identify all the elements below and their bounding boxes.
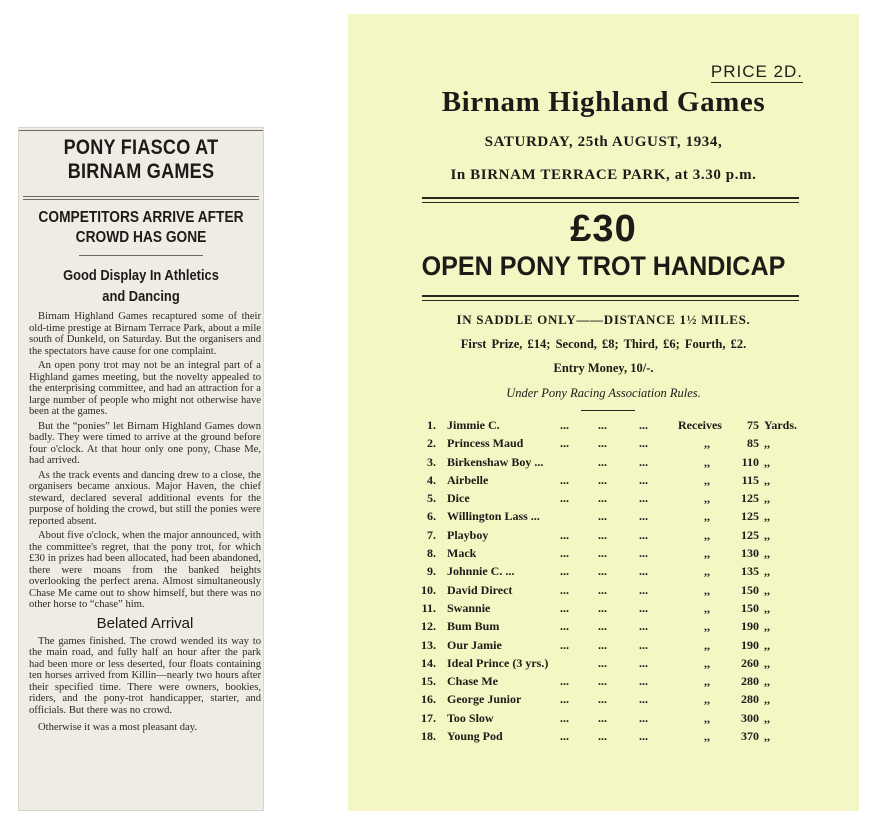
price-label: PRICE 2D. [710,62,803,81]
receives-label: ,, [704,674,710,689]
article-subheading: Belated Arrival [96,614,194,632]
entry-number: 2. [427,436,436,451]
receives-label: ,, [704,527,710,542]
clipping-divider [23,196,259,197]
entry-row [348,473,859,491]
entry-row [348,455,859,473]
yards-label: ,, [764,454,770,469]
receives-label: ,, [704,582,710,597]
yards-label: ,, [764,600,770,615]
leader-dots: ... [639,674,648,689]
receives-label: ,, [704,600,710,615]
handicap-yards: 75 [747,418,759,432]
leader-dots: ... [639,582,648,597]
yards-label: ,, [764,729,770,744]
leader-dots: ... [598,674,607,689]
receives-label: ,, [704,655,710,670]
handicap-yards: 125 [741,527,759,542]
headline-line: PONY FIASCO AT [63,136,219,159]
leader-dots: ... [598,637,607,652]
article-paragraph: The games finished. The crowd wended its way to the main road, and fully half an hour after the park had been more or less deserted, four floats containing ten horses arrived from Killin—nearly two hours after their specified time. There were owners, bookies, riders, and the pony-trot handicapper, starter, and officials. But there was no crowd. [29,635,261,716]
double-rule [422,197,799,203]
leader-dots: ... [598,454,607,469]
handicap-yards: 115 [741,472,759,487]
leader-dots: ... [598,600,607,615]
entry-row [348,546,859,564]
clipping-headline [36,136,246,184]
headline-line: BIRNAM GAMES [67,160,215,183]
leader-dots: ... [598,546,607,561]
pony-name: Willington Lass ... [447,509,540,524]
receives-label: ,, [704,564,710,579]
entry-number: 4. [427,472,436,487]
programme-title: Birnam Highland Games [441,86,766,118]
leader-dots: ... [639,729,648,744]
entry-row [348,711,859,729]
pony-name: Our Jamie [447,637,502,652]
yards-label: ,, [764,619,770,634]
handicap-yards: 280 [741,674,759,689]
receives-label: ,, [704,729,710,744]
entry-row [348,638,859,656]
pony-name: Playboy [447,527,489,542]
pony-name: George Junior [447,692,522,707]
newspaper-clipping [19,128,263,810]
article-paragraph: An open pony trot may not be an integral part of a Highland games meeting, but the novelty appealed to the enterprising committee, and had an attraction for a large number of people who might not otherwise have been at the games. [29,360,261,417]
entry-row [348,692,859,710]
handicap-yards: 190 [741,619,759,634]
leader-dots: ... [560,491,569,506]
leader-dots: ... [639,472,648,487]
entry-number: 18. [421,729,436,744]
pony-name: David Direct [447,582,513,597]
receives-label: ,, [704,637,710,652]
yards-label: ,, [764,491,770,506]
entry-row [348,418,859,436]
leader-dots: ... [639,692,648,707]
leader-dots: ... [598,509,607,524]
handicap-yards: 370 [741,729,759,744]
pony-name: Bum Bum [447,619,500,634]
entry-number: 5. [427,491,436,506]
racing-rules: Under Pony Racing Association Rules. [506,386,701,400]
leader-dots: ... [560,710,569,725]
leader-dots: ... [639,436,648,451]
leader-dots: ... [639,710,648,725]
clipping-article-body [29,311,261,737]
receives-label: Receives [678,418,722,432]
clipping-subheadline [36,208,246,248]
yards-label: ,, [764,692,770,707]
receives-label: ,, [704,619,710,634]
yards-label: ,, [764,637,770,652]
handicap-yards: 260 [741,655,759,670]
leader-dots: ... [639,454,648,469]
subheadline-line: CROWD HAS GONE [75,229,207,246]
article-paragraph: Otherwise it was a most pleasant day. [38,722,198,733]
handicap-yards: 300 [741,710,759,725]
leader-dots: ... [560,637,569,652]
leader-dots: ... [598,418,607,432]
receives-label: ,, [704,454,710,469]
pony-name: Ideal Prince (3 yrs.) [447,655,549,670]
article-paragraph: As the track events and dancing drew to a close, the organisers became anxious. Major Haven, the chief steward, declared several additional events for the purpose of holding the crowd, but still the ponies were reported absent. [29,469,261,527]
entry-row [348,564,859,582]
double-rule [422,295,799,301]
pony-name: Dice [447,491,470,506]
leader-dots: ... [560,619,569,634]
entry-number: 8. [427,546,436,561]
subheadline-line: COMPETITORS ARRIVE AFTER [38,209,244,226]
yards-label: ,, [764,674,770,689]
entry-number: 12. [421,619,436,634]
leader-dots: ... [598,564,607,579]
leader-dots: ... [560,674,569,689]
pony-name: Young Pod [447,729,503,744]
leader-dots: ... [639,509,648,524]
prize-amount: £30 [570,208,637,250]
deck-line: and Dancing [102,288,180,305]
clipping-divider [23,199,259,200]
handicap-yards: 130 [741,546,759,561]
yards-label: ,, [764,546,770,561]
leader-dots: ... [639,546,648,561]
yards-label: Yards. [764,418,798,432]
leader-dots: ... [598,710,607,725]
receives-label: ,, [704,710,710,725]
receives-label: ,, [704,491,710,506]
pony-name: Chase Me [447,674,498,689]
entry-row [348,528,859,546]
leader-dots: ... [598,619,607,634]
handicap-yards: 190 [741,637,759,652]
pony-name: Too Slow [447,710,494,725]
leader-dots: ... [639,564,648,579]
entry-row [348,729,859,747]
yards-label: ,, [764,655,770,670]
leader-dots: ... [639,619,648,634]
entry-row [348,656,859,674]
entry-row [348,619,859,637]
leader-dots: ... [639,491,648,506]
handicap-yards: 280 [741,692,759,707]
article-paragraph: But the “ponies” let Birnam Highland Games down badly. They were timed to arrive at the ground before four o'clock. At that hour only one pony, Chase Me, had arrived. [29,420,261,466]
leader-dots: ... [560,564,569,579]
leader-dots: ... [598,527,607,542]
yards-label: ,, [764,436,770,451]
yards-label: ,, [764,564,770,579]
article-paragraph: About five o'clock, when the major announced, with the committee's regret, that the pony trot, for which £30 in prizes had been allocated, had been abandoned, there were moans from the banked heights overlooking the perfect arena. Almost simultaneously Chase Me came out to show himself, but there was no other horse to “chase” him. [29,530,261,610]
entry-number: 1. [427,418,436,432]
entry-number: 9. [427,564,436,579]
receives-label: ,, [704,546,710,561]
entry-number: 3. [427,454,436,469]
pony-name: Jimmie C. [447,418,500,432]
leader-dots: ... [560,600,569,615]
leader-dots: ... [598,436,607,451]
pony-name: Swannie [447,600,491,615]
clipping-deck [36,265,246,307]
handicap-yards: 135 [741,564,759,579]
entry-number: 13. [421,637,436,652]
article-paragraph: Birnam Highland Games recaptured some of their old-time prestige at Birnam Terrace Park, about a mile south of Dunkeld, on Saturday. But the organisers and the spectators have cause for one complaint. [29,311,261,357]
handicap-yards: 125 [741,509,759,524]
programme-card [348,14,859,811]
pony-name: Princess Maud [447,436,524,451]
leader-dots: ... [598,491,607,506]
entry-row [348,674,859,692]
entry-money: Entry Money, 10/-. [553,361,654,375]
handicap-yards: 125 [741,491,759,506]
receives-label: ,, [704,692,710,707]
leader-dots: ... [560,546,569,561]
leader-dots: ... [560,729,569,744]
receives-label: ,, [704,509,710,524]
entry-number: 17. [421,710,436,725]
pony-name: Birkenshaw Boy ... [447,454,544,469]
leader-dots: ... [560,472,569,487]
entry-number: 10. [421,582,436,597]
receives-label: ,, [704,436,710,451]
race-title: OPEN PONY TROT HANDICAP [421,251,786,281]
receives-label: ,, [704,472,710,487]
leader-dots: ... [560,582,569,597]
handicap-yards: 150 [741,600,759,615]
entry-row [348,436,859,454]
entry-number: 14. [421,655,436,670]
entry-row [348,583,859,601]
entry-row [348,601,859,619]
prize-list: First Prize, £14; Second, £8; Third, £6; Fourth, £2. [460,337,747,351]
leader-dots: ... [639,600,648,615]
leader-dots: ... [639,655,648,670]
leader-dots: ... [598,582,607,597]
leader-dots: ... [560,527,569,542]
entry-row [348,491,859,509]
yards-label: ,, [764,509,770,524]
yards-label: ,, [764,472,770,487]
leader-dots: ... [639,418,648,432]
leader-dots: ... [598,655,607,670]
handicap-yards: 150 [741,582,759,597]
handicap-yards: 85 [747,436,759,451]
leader-dots: ... [598,729,607,744]
entry-number: 6. [427,509,436,524]
pony-name: Johnnie C. ... [447,564,515,579]
yards-label: ,, [764,527,770,542]
short-divider [581,410,635,411]
race-distance: IN SADDLE ONLY——DISTANCE 1½ MILES. [456,312,751,327]
entries-list [348,418,859,747]
pony-name: Mack [447,546,477,561]
leader-dots: ... [598,472,607,487]
clipping-divider [79,255,203,256]
entry-number: 15. [421,674,436,689]
entry-number: 16. [421,692,436,707]
entry-number: 11. [421,600,436,615]
leader-dots: ... [639,637,648,652]
leader-dots: ... [560,436,569,451]
yards-label: ,, [764,710,770,725]
pony-name: Airbelle [447,472,489,487]
leader-dots: ... [639,527,648,542]
event-date: SATURDAY, 25th AUGUST, 1934, [484,134,723,150]
deck-line: Good Display In Athletics [63,267,219,284]
leader-dots: ... [560,692,569,707]
leader-dots: ... [560,418,569,432]
leader-dots: ... [598,692,607,707]
entry-row [348,509,859,527]
yards-label: ,, [764,582,770,597]
event-place: In BIRNAM TERRACE PARK, at 3.30 p.m. [450,167,757,183]
entry-number: 7. [427,527,436,542]
handicap-yards: 110 [741,454,759,469]
clipping-top-rule [19,130,263,131]
